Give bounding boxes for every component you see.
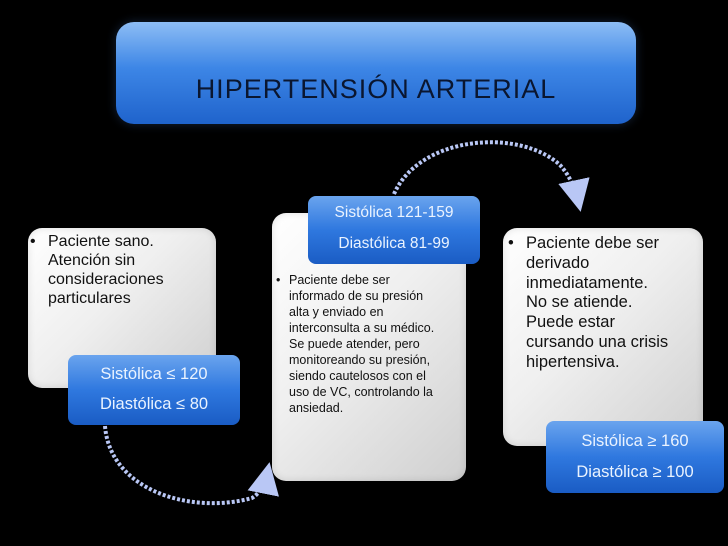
crisis-line-6: cursando una crisis (526, 332, 669, 351)
normal-systolic-label: Sistólica ≤ 120 (100, 365, 208, 383)
intermediate-line-8: uso de VC, controlando la (289, 385, 433, 399)
bullet-icon: • (276, 273, 281, 287)
normal-pressure-range (68, 355, 240, 425)
crisis-stage-bullet-item (508, 234, 702, 373)
intermediate-line-9: ansiedad. (289, 401, 344, 415)
intermediate-line-7: siendo cautelosos con el (289, 369, 426, 383)
intermediate-diastolic-label: Diastólica 81-99 (338, 235, 450, 252)
normal-line-1: Paciente sano. (48, 233, 154, 250)
normal-stage-bullet-item (30, 232, 210, 308)
normal-stage-text (30, 232, 210, 308)
crisis-systolic-label: Sistólica ≥ 160 (581, 432, 689, 450)
crisis-pressure-range (546, 421, 724, 493)
normal-line-4: particulares (48, 290, 131, 307)
crisis-line-3: inmediatamente. (526, 273, 648, 292)
crisis-line-2: derivado (526, 253, 590, 272)
normal-to-intermediate-arrow (105, 426, 268, 503)
intermediate-line-5: Se puede atender, pero (289, 337, 420, 351)
intermediate-stage-bullet-item (276, 272, 458, 416)
crisis-line-4: No se atiende. (526, 293, 633, 312)
intermediate-line-2: informado de su presión (289, 289, 424, 303)
crisis-line-1: Paciente debe ser (526, 234, 660, 252)
normal-line-2: Atención sin (48, 252, 136, 269)
intermediate-line-1: Paciente debe ser (289, 273, 390, 287)
intermediate-line-4: interconsulta a su médico. (289, 321, 435, 335)
crisis-diastolic-label: Diastólica ≥ 100 (576, 463, 694, 481)
crisis-line-5: Puede estar (526, 313, 615, 332)
bullet-icon: • (508, 234, 514, 252)
crisis-line-7: hipertensiva. (526, 352, 620, 371)
intermediate-pressure-range (308, 196, 480, 264)
bullet-icon: • (30, 233, 36, 250)
intermediate-line-6: monitoreando su presión, (289, 353, 431, 367)
crisis-stage-text (508, 234, 702, 373)
intermediate-line-3: alta y enviado en (289, 305, 384, 319)
intermediate-stage-text (276, 272, 458, 416)
normal-line-3: consideraciones (48, 271, 164, 288)
normal-diastolic-label: Diastólica ≤ 80 (99, 395, 209, 413)
intermediate-systolic-label: Sistólica 121-159 (334, 204, 454, 221)
intermediate-to-crisis-arrow (394, 142, 579, 204)
diagram-title: HIPERTENSIÓN ARTERIAL (195, 74, 557, 104)
